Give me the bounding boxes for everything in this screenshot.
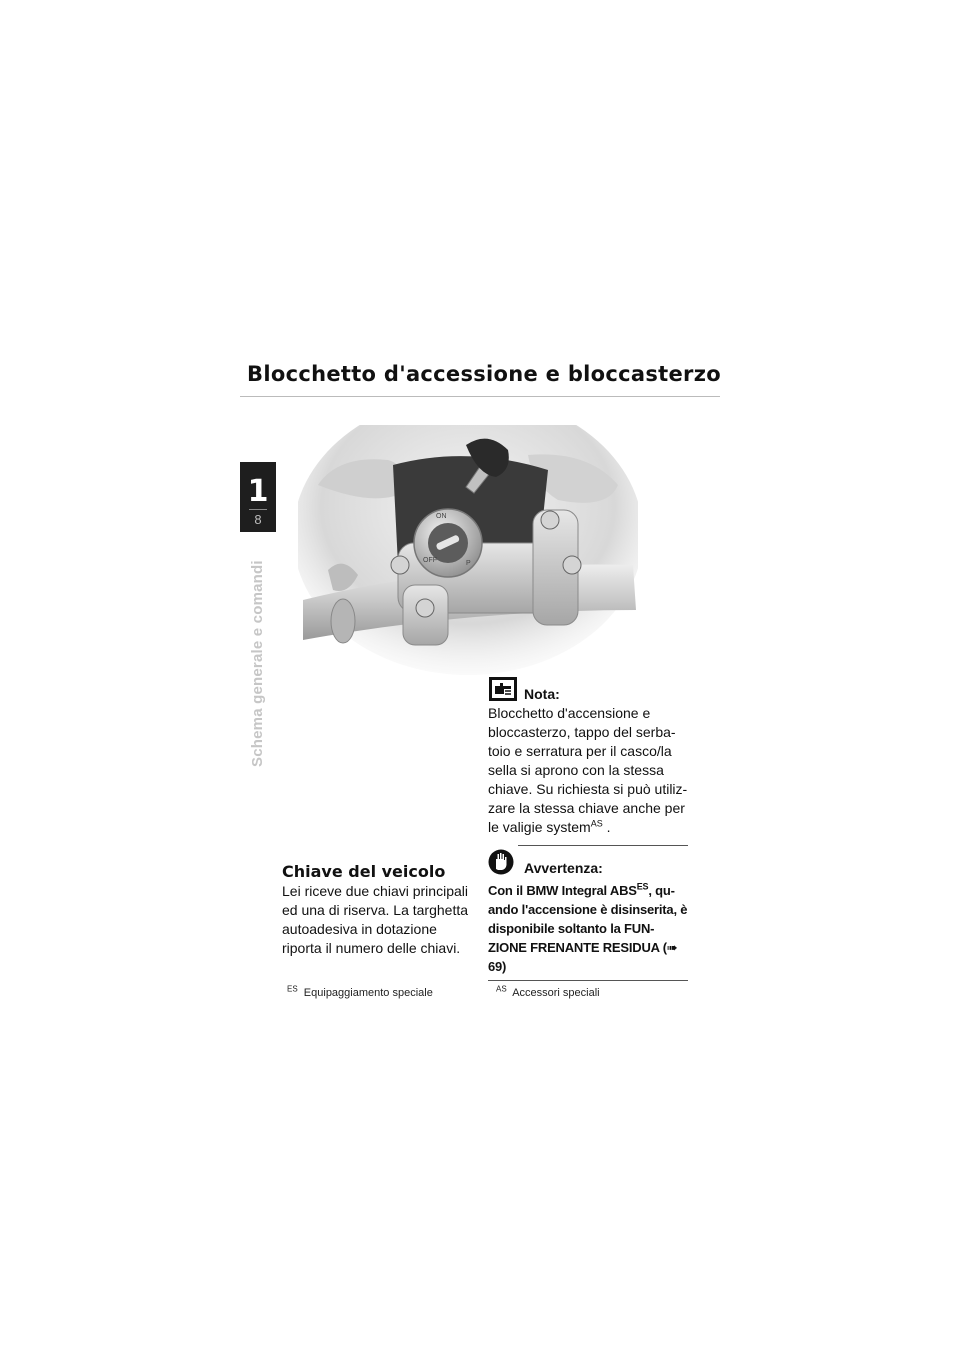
footnote-mark: AS [496,984,507,994]
handlebar-clamp-ring [331,599,355,643]
title-rule [240,396,720,397]
clamp-bolt [541,511,559,529]
footnote-special-accessories [496,984,600,999]
warning-body [488,881,688,976]
chapter-side-label [249,552,265,767]
section-heading: Chiave del veicolo [282,862,446,881]
footnote-mark: ES [287,984,298,994]
note-body [488,704,690,837]
note-box [488,676,690,837]
chapter-number: 1 [247,474,269,509]
note-label: Nota: [524,686,560,702]
note-hand-icon [488,676,518,702]
footnote-text: Equipaggiamento speciale [303,987,433,999]
chapter-side-label-text: Schema generale e comandi [249,560,266,767]
switch-label-p: P [466,560,471,567]
warning-box [488,845,688,981]
warning-text-after: , qu-ando l'accensione è disinserita, è disponibile soltanto la FUN-ZIONE FRENANTE RESIDUA (➠ 69) [488,883,688,974]
warning-bottom-rule [488,980,688,981]
clamp-bolt [391,556,409,574]
footnote-special-equipment [287,984,433,999]
page-title: Blocchetto d'accessione e bloccasterzo [247,362,721,386]
chapter-separator [249,509,267,510]
warning-top-rule [518,845,688,846]
footnote-text: Accessori speciali [512,987,600,999]
section-body: Lei riceve due chiavi principali ed una di riserva. La targhetta autoadesiva in dotazione riporta il numero delle chiavi. [282,883,469,956]
warning-superscript: ES [636,881,649,892]
chapter-tab [240,462,276,532]
warning-label: Avvertenza: [524,860,603,876]
warning-text-before: Con il BMW Integral ABS [488,883,637,898]
switch-label-off: OFF [423,557,437,564]
clamp-bolt [416,599,434,617]
note-superscript: AS [590,818,603,829]
note-body-text: Blocchetto d'accensione e bloccasterzo, tappo del serba-toio e serratura per il casco/la sella si aprono con la stessa chiave. Su richiesta si può utiliz-zare la stessa chiave anche per le valigie system [488,705,688,835]
note-tail: . [606,819,611,835]
switch-label-on: ON [436,513,447,520]
clamp-bolt [563,556,581,574]
stop-hand-icon [488,848,514,876]
vehicle-key-section [282,862,474,958]
page-number: 8 [254,512,262,527]
ignition-lock-illustration [298,425,638,680]
